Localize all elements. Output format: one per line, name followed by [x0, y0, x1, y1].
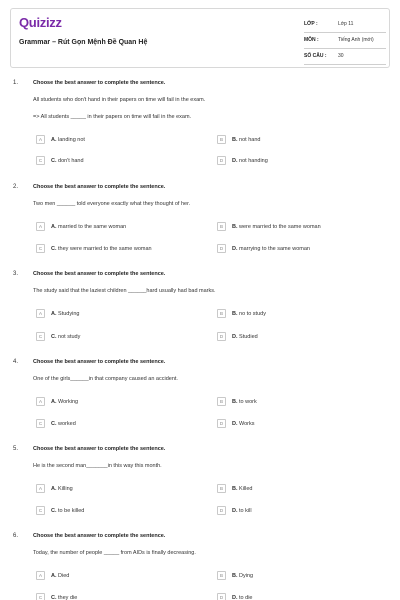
option-checkbox[interactable]: C	[36, 419, 45, 428]
question-prompt: Choose the best answer to complete the sentence.	[33, 446, 166, 452]
option-letter: A.	[51, 572, 57, 579]
option-letter: D.	[232, 594, 238, 600]
option-letter: B.	[232, 136, 238, 143]
option-checkbox[interactable]: A	[36, 397, 45, 406]
option-text: not study	[58, 333, 81, 340]
option-letter: C.	[51, 333, 57, 340]
option-text: Killed	[239, 485, 253, 492]
option-text: don't hand	[58, 157, 84, 164]
option-letter: A.	[51, 223, 57, 230]
question-stem: Today, the number of people _____ from AIDs is finally decreasing.	[33, 550, 196, 556]
question-stem: One of the girls______in that company caused an accident.	[33, 376, 178, 382]
quizizz-logo[interactable]: Quizizz	[19, 15, 62, 30]
option-checkbox[interactable]: D	[217, 332, 226, 341]
option-checkbox[interactable]: B	[217, 571, 226, 580]
question-1	[0, 80, 400, 168]
option-text: Killing	[58, 485, 73, 492]
question-number: 3.	[13, 271, 19, 277]
meta-label: LỚP :	[304, 21, 318, 27]
option-letter: C.	[51, 420, 57, 427]
option-letter: B.	[232, 310, 238, 317]
option-letter: C.	[51, 245, 57, 252]
question-stem: The study said that the laziest children ______hard usually had bad marks.	[33, 288, 216, 294]
option-checkbox[interactable]: C	[36, 593, 45, 600]
option-letter: A.	[51, 136, 57, 143]
question-prompt: Choose the best answer to complete the sentence.	[33, 271, 166, 277]
question-stem: He is the second man_______in this way this month.	[33, 463, 162, 469]
question-stem: All students who don't hand in their papers on time will fail in the exam.	[33, 97, 206, 103]
option-text: marrying to the same woman	[239, 245, 310, 252]
option-checkbox[interactable]: D	[217, 156, 226, 165]
question-number: 6.	[13, 533, 19, 539]
question-3	[0, 271, 400, 359]
option-checkbox[interactable]: D	[217, 419, 226, 428]
option-text: not hand	[239, 136, 261, 143]
option-text: landing not	[58, 136, 85, 143]
meta-row-subject	[304, 33, 386, 49]
option-text: they die	[58, 594, 78, 600]
question-number: 5.	[13, 446, 19, 452]
worksheet-header	[10, 8, 390, 68]
question-number: 4.	[13, 359, 19, 365]
option-letter: B.	[232, 223, 238, 230]
question-2	[0, 184, 400, 272]
meta-value: Tiếng Anh (mới)	[338, 37, 374, 43]
option-text: married to the same woman	[58, 223, 127, 230]
question-number: 1.	[13, 80, 19, 86]
question-stem-rewrite: => All students _____ in their papers on time will fail in the exam.	[33, 114, 192, 120]
option-letter: C.	[51, 507, 57, 514]
question-5	[0, 446, 400, 534]
question-prompt: Choose the best answer to complete the sentence.	[33, 359, 166, 365]
option-checkbox[interactable]: C	[36, 156, 45, 165]
option-checkbox[interactable]: B	[217, 309, 226, 318]
option-checkbox[interactable]: C	[36, 506, 45, 515]
meta-value: Lớp 11	[338, 21, 354, 27]
option-letter: C.	[51, 157, 57, 164]
question-6	[0, 533, 400, 600]
meta-label: SỐ CÂU :	[304, 53, 327, 59]
option-text: Works	[239, 420, 255, 427]
option-text: Studied	[239, 333, 258, 340]
option-text: Studying	[58, 310, 80, 317]
worksheet-meta	[304, 17, 386, 65]
option-checkbox[interactable]: B	[217, 484, 226, 493]
meta-value: 30	[338, 53, 344, 59]
option-checkbox[interactable]: C	[36, 332, 45, 341]
option-text: to die	[239, 594, 253, 600]
option-letter: A.	[51, 485, 57, 492]
option-text: Died	[58, 572, 70, 579]
option-checkbox[interactable]: D	[217, 244, 226, 253]
option-text: not handing	[239, 157, 268, 164]
option-letter: A.	[51, 310, 57, 317]
option-checkbox[interactable]: A	[36, 484, 45, 493]
question-prompt: Choose the best answer to complete the sentence.	[33, 184, 166, 190]
option-checkbox[interactable]: B	[217, 222, 226, 231]
option-checkbox[interactable]: A	[36, 309, 45, 318]
question-4	[0, 359, 400, 447]
meta-label: MÔN :	[304, 37, 319, 43]
option-text: to kill	[239, 507, 252, 514]
option-letter: D.	[232, 157, 238, 164]
option-text: Working	[58, 398, 79, 405]
option-checkbox[interactable]: B	[217, 135, 226, 144]
option-checkbox[interactable]: A	[36, 135, 45, 144]
option-letter: D.	[232, 507, 238, 514]
option-text: Dying	[239, 572, 254, 579]
option-letter: C.	[51, 594, 57, 600]
meta-row-question-count	[304, 49, 386, 65]
question-prompt: Choose the best answer to complete the sentence.	[33, 80, 166, 86]
option-text: worked	[58, 420, 76, 427]
option-text: to work	[239, 398, 257, 405]
worksheet-title: Grammar – Rút Gọn Mệnh Đề Quan Hệ	[19, 39, 148, 46]
option-text: to be killed	[58, 507, 85, 514]
option-letter: B.	[232, 572, 238, 579]
option-checkbox[interactable]: A	[36, 222, 45, 231]
option-text: were married to the same woman	[239, 223, 321, 230]
option-letter: B.	[232, 398, 238, 405]
option-letter: D.	[232, 245, 238, 252]
option-letter: D.	[232, 333, 238, 340]
option-checkbox[interactable]: B	[217, 397, 226, 406]
option-text: they were married to the same woman	[58, 245, 152, 252]
question-stem: Two men ______ told everyone exactly what they thought of her.	[33, 201, 191, 207]
question-number: 2.	[13, 184, 19, 190]
option-checkbox[interactable]: C	[36, 244, 45, 253]
option-checkbox[interactable]: A	[36, 571, 45, 580]
option-checkbox[interactable]: D	[217, 593, 226, 600]
meta-row-class	[304, 17, 386, 33]
option-letter: D.	[232, 420, 238, 427]
option-letter: A.	[51, 398, 57, 405]
option-letter: B.	[232, 485, 238, 492]
option-checkbox[interactable]: D	[217, 506, 226, 515]
option-text: no to study	[239, 310, 266, 317]
question-prompt: Choose the best answer to complete the sentence.	[33, 533, 166, 539]
